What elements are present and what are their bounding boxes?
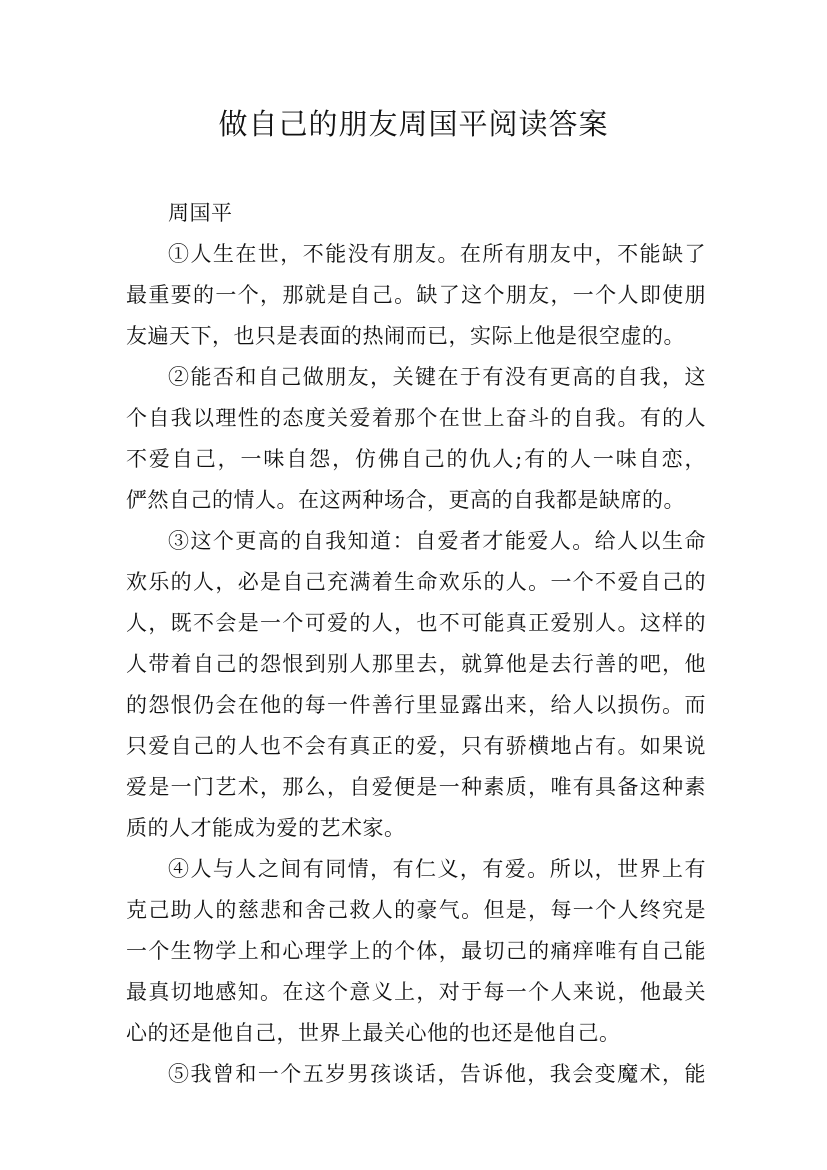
text-line: 俨然自己的情人。在这两种场合，更高的自我都是缺席的。	[126, 488, 685, 512]
text-line: 心的还是他自己，世界上最关心他的也还是他自己。	[126, 1021, 621, 1045]
text-line: 克己助人的慈悲和舍己救人的豪气。但是，每一个人终究是	[126, 898, 706, 922]
text-line: ⑤我曾和一个五岁男孩谈话，告诉他，我会变魔术，能	[168, 1062, 706, 1086]
text-line: 友遍天下，也只是表面的热闹而已，实际上他是很空虚的。	[126, 324, 685, 348]
text-line: ④人与人之间有同情，有仁义，有爱。所以，世界上有	[168, 857, 706, 881]
text-line: ②能否和自己做朋友，关键在于有没有更高的自我，这	[168, 365, 706, 389]
text-line: ①人生在世，不能没有朋友。在所有朋友中，不能缺了	[168, 242, 706, 266]
text-line: 爱是一门艺术，那么，自爱便是一种素质，唯有具备这种素	[126, 775, 706, 799]
text-line: ③这个更高的自我知道：自爱者才能爱人。给人以生命	[168, 529, 706, 553]
text-line: 只爱自己的人也不会有真正的爱，只有骄横地占有。如果说	[126, 734, 706, 758]
text-line: 人带着自己的怨恨到别人那里去，就算他是去行善的吧，他	[126, 652, 706, 676]
author-line: 周国平	[168, 201, 233, 225]
text-line: 不爱自己，一味自怨，仿佛自己的仇人;有的人一味自恋，	[126, 447, 706, 471]
text-line: 的怨恨仍会在他的每一件善行里显露出来，给人以损伤。而	[126, 693, 706, 717]
text-line: 最真切地感知。在这个意义上，对于每一个人来说，他最关	[126, 980, 706, 1004]
text-line: 欢乐的人，必是自己充满着生命欢乐的人。一个不爱自己的	[126, 570, 706, 594]
text-line: 个自我以理性的态度关爱着那个在世上奋斗的自我。有的人	[126, 406, 706, 430]
text-line: 人，既不会是一个可爱的人，也不可能真正爱别人。这样的	[126, 611, 706, 635]
text-line: 最重要的一个，那就是自己。缺了这个朋友，一个人即使朋	[126, 283, 706, 307]
document-title: 做自己的朋友周国平阅读答案	[218, 107, 609, 141]
document-body	[126, 193, 706, 1095]
text-line: 一个生物学上和心理学上的个体，最切己的痛痒唯有自己能	[126, 939, 706, 963]
text-line: 质的人才能成为爱的艺术家。	[126, 816, 406, 840]
